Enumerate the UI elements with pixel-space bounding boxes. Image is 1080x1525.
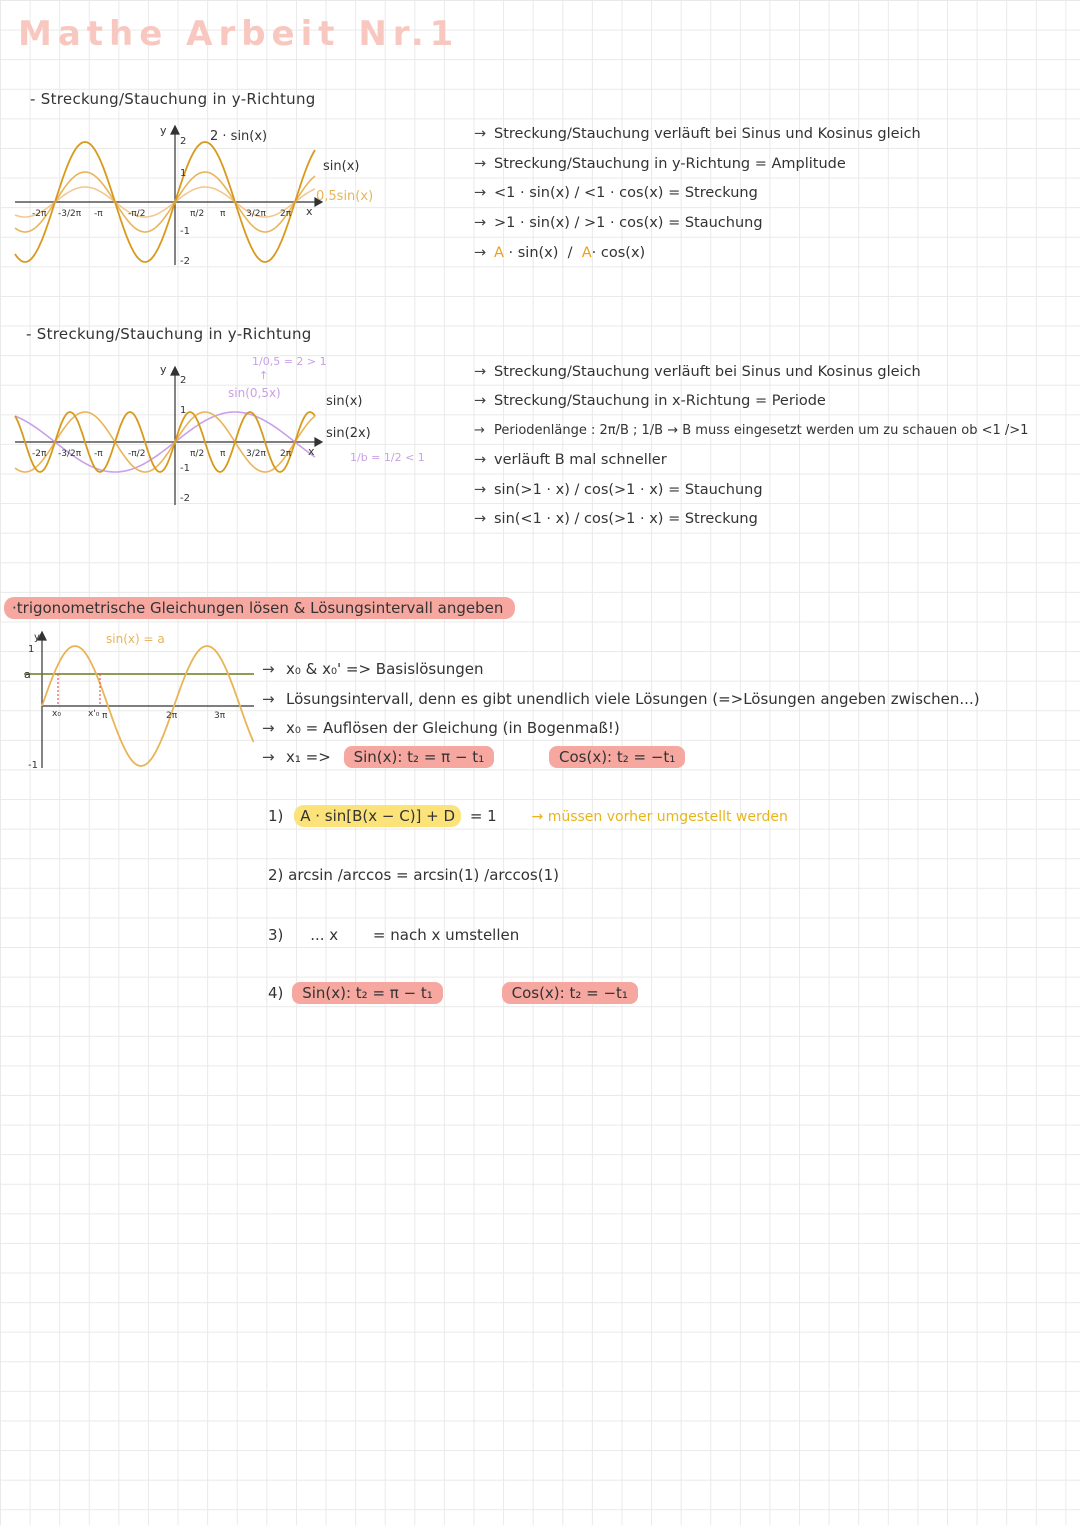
xtick: 2π: [280, 209, 292, 219]
y-axis-label: y: [160, 124, 167, 137]
svg-text:2: 2: [180, 375, 187, 386]
svg-text:-π/2: -π/2: [128, 449, 146, 459]
label-sinx-eq-a: sin(x) = a: [106, 632, 165, 646]
note-top: 1/0,5 = 2 > 1: [252, 355, 327, 368]
svg-text:y: y: [160, 363, 167, 376]
cos-solution-highlight: Cos(x): t₂ = −t₁: [549, 746, 685, 768]
s1-bullet-1: → Streckung/Stauchung verläuft bei Sinus und Kosinus gleich: [474, 126, 921, 142]
label-sinx: sin(x): [326, 394, 363, 409]
s2-bullet-4: → verläuft B mal schneller: [474, 452, 667, 468]
s2-bullet-6: → sin(<1 · x) / cos(>1 · x) = Streckung: [474, 511, 758, 527]
svg-text:2π: 2π: [166, 711, 178, 721]
s1-bullet-2: → Streckung/Stauchung in y-Richtung = Amplitude: [474, 156, 846, 172]
s2-bullet-2: → Streckung/Stauchung in x-Richtung = Periode: [474, 393, 826, 409]
section3-heading: ·trigonometrische Gleichungen lösen & Lösungsintervall angeben: [4, 597, 515, 619]
section2-graph: [10, 345, 430, 510]
s2-bullet-5: → sin(>1 · x) / cos(>1 · x) = Stauchung: [474, 482, 763, 498]
svg-text:1: 1: [180, 405, 187, 416]
sin-solution-highlight: Sin(x): t₂ = π − t₁: [344, 746, 495, 768]
x-axis-label: x: [306, 205, 313, 218]
label-x0: x₀: [52, 709, 61, 719]
svg-text:↑: ↑: [259, 369, 269, 382]
ytick-2: 2: [180, 136, 187, 147]
general-formula-highlight: A · sin[B(x − C)] + D: [294, 805, 461, 827]
step-4: 4) Sin(x): t₂ = π − t₁ Cos(x): t₂ = −t₁: [268, 984, 638, 1002]
xtick: π/2: [190, 209, 205, 219]
label-05sinx: 0,5sin(x): [316, 189, 374, 204]
s1-bullet-3: → <1 · sin(x) / <1 · cos(x) = Streckung: [474, 185, 758, 201]
label-a: a: [24, 668, 31, 681]
label-sin2x: sin(2x): [326, 426, 371, 441]
label-sinx: sin(x): [323, 159, 360, 174]
s3-bullet-1: → x₀ & x₀' => Basislösungen: [262, 660, 484, 678]
svg-text:y: y: [34, 632, 40, 643]
s2-bullet-3: → Periodenlänge : 2π/B ; 1/B → B muss eingesetzt werden um zu schauen ob <1 />1: [474, 423, 1029, 438]
svg-text:-3/2π: -3/2π: [58, 449, 82, 459]
section1-heading: - Streckung/Stauchung in y-Richtung: [30, 90, 316, 108]
xtick: -3/2π: [58, 209, 82, 219]
cos-solution-highlight: Cos(x): t₂ = −t₁: [502, 982, 638, 1004]
xtick: -π: [94, 209, 103, 219]
step-3: 3) ... x = nach x umstellen: [268, 926, 520, 944]
xtick: -2π: [32, 209, 47, 219]
svg-text:-2π: -2π: [32, 449, 47, 459]
rearrange-note: → müssen vorher umgestellt werden: [531, 809, 788, 825]
ytick-m2: -2: [180, 256, 190, 267]
svg-text:1: 1: [28, 644, 35, 655]
xtick: 3/2π: [246, 209, 266, 219]
svg-text:π: π: [102, 711, 108, 721]
label-sin05x: sin(0,5x): [228, 386, 281, 400]
ytick-1: 1: [180, 168, 187, 179]
label-2sinx: 2 · sin(x): [210, 129, 268, 144]
svg-text:π: π: [220, 449, 226, 459]
s3-bullet-2: → Lösungsintervall, denn es gibt unendlich viele Lösungen (=>Lösungen angeben zwischen...): [262, 690, 980, 708]
svg-text:-1: -1: [180, 463, 190, 474]
xtick: -π/2: [128, 209, 146, 219]
s3-bullet-3: → x₀ = Auflösen der Gleichung (in Bogenmaß!): [262, 719, 620, 737]
s2-bullet-1: → Streckung/Stauchung verläuft bei Sinus und Kosinus gleich: [474, 364, 921, 380]
s3-bullet-4: → x₁ => Sin(x): t₂ = π − t₁ Cos(x): t₂ = −t₁: [262, 748, 685, 766]
xtick: π: [220, 209, 226, 219]
s1-bullet-5: → A · sin(x) / A· cos(x): [474, 245, 646, 261]
svg-text:π/2: π/2: [190, 449, 205, 459]
s1-bullet-4: → >1 · sin(x) / >1 · cos(x) = Stauchung: [474, 215, 763, 231]
svg-text:3π: 3π: [214, 711, 226, 721]
svg-text:2π: 2π: [280, 449, 292, 459]
note-bottom: 1/b = 1/2 < 1: [350, 451, 425, 464]
svg-text:-1: -1: [28, 760, 38, 771]
sin-solution-highlight: Sin(x): t₂ = π − t₁: [292, 982, 443, 1004]
svg-text:-π: -π: [94, 449, 103, 459]
section2-heading: - Streckung/Stauchung in y-Richtung: [26, 325, 312, 343]
svg-text:3/2π: 3/2π: [246, 449, 266, 459]
label-x0p: x'₀: [88, 709, 100, 719]
step-2: 2) arcsin /arccos = arcsin(1) /arccos(1): [268, 866, 559, 884]
svg-text:x: x: [308, 445, 315, 458]
page-title: Mathe Arbeit Nr.1: [18, 14, 460, 54]
step-1: 1) A · sin[B(x − C)] + D = 1 → müssen vorher umgestellt werden: [268, 807, 788, 825]
section1-graph: [10, 120, 380, 270]
section3-graph: [18, 628, 258, 778]
ytick-m1: -1: [180, 226, 190, 237]
svg-text:-2: -2: [180, 493, 190, 504]
